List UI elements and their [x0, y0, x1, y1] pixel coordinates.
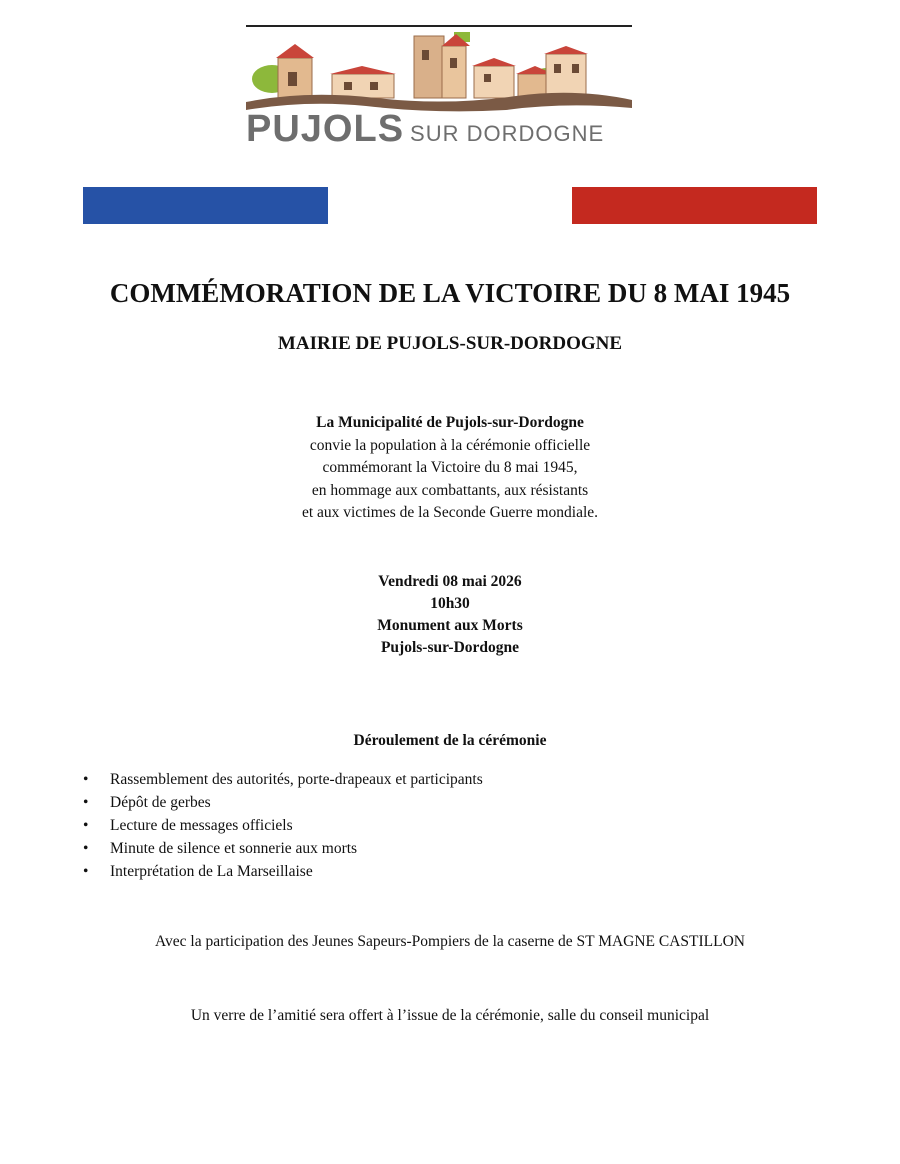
event-town: Pujols-sur-Dordogne [380, 639, 520, 656]
reception-note: Un verre de l’amitié sera offert à l’issue de la cérémonie, salle du conseil municipal [190, 1007, 710, 1024]
event-date: Vendredi 08 mai 2026 [378, 573, 522, 590]
invitation-text [0, 412, 900, 525]
program-title: Déroulement de la cérémonie [353, 732, 547, 749]
logo-name: PUJOLS [246, 108, 405, 150]
flag-blue-band [83, 187, 328, 224]
invitation-line: en hommage aux combattants, aux résistants [311, 481, 589, 499]
event-details [0, 571, 900, 659]
page-title: COMMÉMORATION DE LA VICTOIRE DU 8 MAI 1945 [109, 278, 791, 308]
logo-wordmark [246, 108, 632, 151]
pujols-logo [246, 24, 632, 152]
invitation-line: commémorant la Victoire du 8 mai 1945, [322, 459, 578, 476]
participation-note: Avec la participation des Jeunes Sapeurs-Pompiers de la caserne de ST MAGNE CASTILLON [155, 933, 745, 950]
list-item: • Lecture de messages officiels [83, 814, 483, 837]
list-item: • Minute de silence et sonnerie aux morts [83, 837, 483, 860]
list-item: • Interprétation de La Marseillaise [83, 860, 483, 883]
event-time: 10h30 [430, 595, 470, 612]
list-item: • Dépôt de gerbes [83, 791, 483, 814]
program-list [83, 768, 483, 883]
invitation-line: et aux victimes de la Seconde Guerre mondiale. [301, 504, 599, 521]
page-subtitle: MAIRIE DE PUJOLS-SUR-DORDOGNE [277, 333, 623, 354]
event-place: Monument aux Morts [377, 617, 523, 634]
invitation-lead: La Municipalité de Pujols-sur-Dordogne [316, 414, 584, 431]
village-illustration-icon [246, 24, 632, 114]
list-item: • Rassemblement des autorités, porte-drapeaux et participants [83, 768, 483, 791]
flag-red-band [572, 187, 817, 224]
logo-suffix: SUR DORDOGNE [410, 121, 605, 146]
invitation-line: convie la population à la cérémonie officielle [309, 436, 591, 454]
